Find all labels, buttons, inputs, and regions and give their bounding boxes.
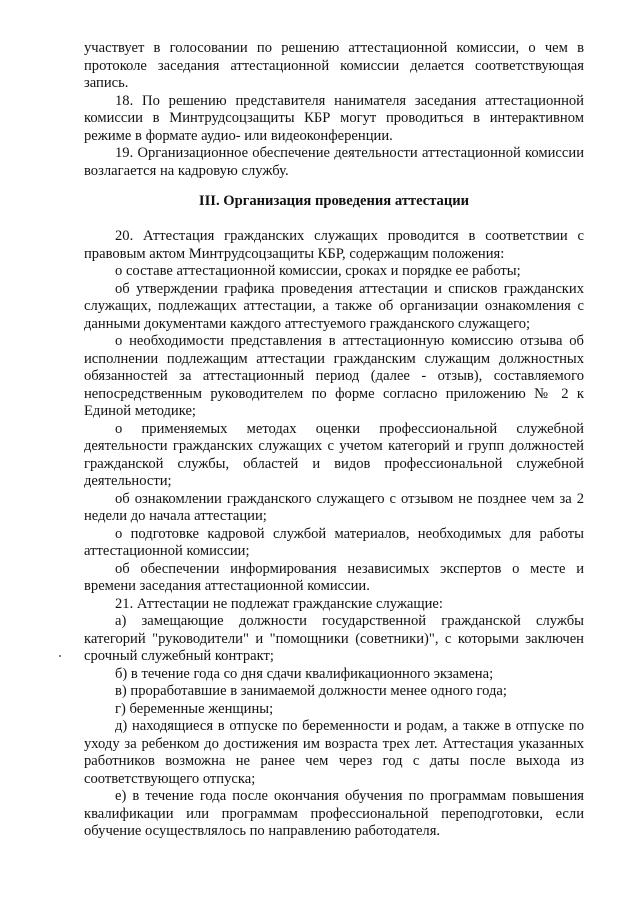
list-item: б) в течение года со дня сдачи квалификационного экзамена;: [115, 665, 494, 682]
list-item: о составе аттестационной комиссии, сроках и порядке ее работы;: [115, 263, 521, 279]
list-item: о подготовке кадровой службой материалов, необходимых для работы аттестационной комиссии;: [84, 525, 584, 559]
list-item: о необходимости представления в аттестационную комиссию отзыва об исполнении подлежащим аттестации гражданским служащим должностных обязанностей за аттестационный период (далее - отзыв), составляемого непосредственным руководителем по форме согласно приложению № 2 к Единой методике;: [84, 333, 584, 419]
paragraph-21: 21. Аттестации не подлежат гражданские служащие:: [115, 595, 443, 612]
list-item: д) находящиеся в отпуске по беременности и родам, а также в отпуске по уходу за ребенком до достижения им возраста трех лет. Аттестация указанных работников возможна не ранее чем через год с даты после выхода из соответствующего отпуска;: [84, 718, 584, 787]
list-item: об утверждении графика проведения аттестации и списков гражданских служащих, подлежащих аттестации, а также об организации ознакомления с данными документами каждого аттестуемого гражданского служащего;: [84, 280, 584, 332]
paragraph-18: 18. По решению представителя нанимателя заседания аттестационной комиссии в Минтрудсоцзащиты КБР могут проводиться в интерактивном режиме в формате аудио- или видеоконференции.: [84, 92, 584, 144]
scan-speck: [59, 655, 61, 657]
section-heading: III. Организация проведения аттестации: [198, 193, 470, 209]
top-text-block: [84, 40, 584, 180]
list-item: г) беременные женщины;: [115, 700, 274, 717]
list-item: е) в течение года после окончания обучения по программам повышения квалификации или программам профессиональной переподготовки, если обучение осуществлялось по направлению работодателя.: [84, 788, 584, 839]
list-item: а) замещающие должности государственной гражданской службы категорий "руководители" и "помощники (советники)", с которыми заключен срочный служебный контракт;: [84, 613, 584, 664]
list-item: об ознакомлении гражданского служащего с отзывом не позднее чем за 2 недели до начала аттестации;: [84, 490, 584, 524]
section-text-block: [84, 228, 584, 841]
list-item: в) проработавшие в занимаемой должности менее одного года;: [115, 683, 507, 699]
list-item: о применяемых методах оценки профессиональной служебной деятельности гражданских служащих с учетом категорий и групп должностей гражданской службы, областей и видов профессиональной служебной деятельности;: [84, 420, 584, 489]
paragraph-20: 20. Аттестация гражданских служащих проводится в соответствии с правовым актом Минтрудсоцзащиты КБР, содержащим положения:: [84, 228, 584, 262]
paragraph-continuation: участвует в голосовании по решению аттестационной комиссии, о чем в протоколе заседания аттестационной комиссии делается соответствующая запись.: [84, 40, 584, 91]
paragraph-19: 19. Организационное обеспечение деятельности аттестационной комиссии возлагается на кадровую службу.: [84, 145, 584, 179]
list-item: об обеспечении информирования независимых экспертов о месте и времени заседания аттестационной комиссии.: [84, 560, 584, 594]
